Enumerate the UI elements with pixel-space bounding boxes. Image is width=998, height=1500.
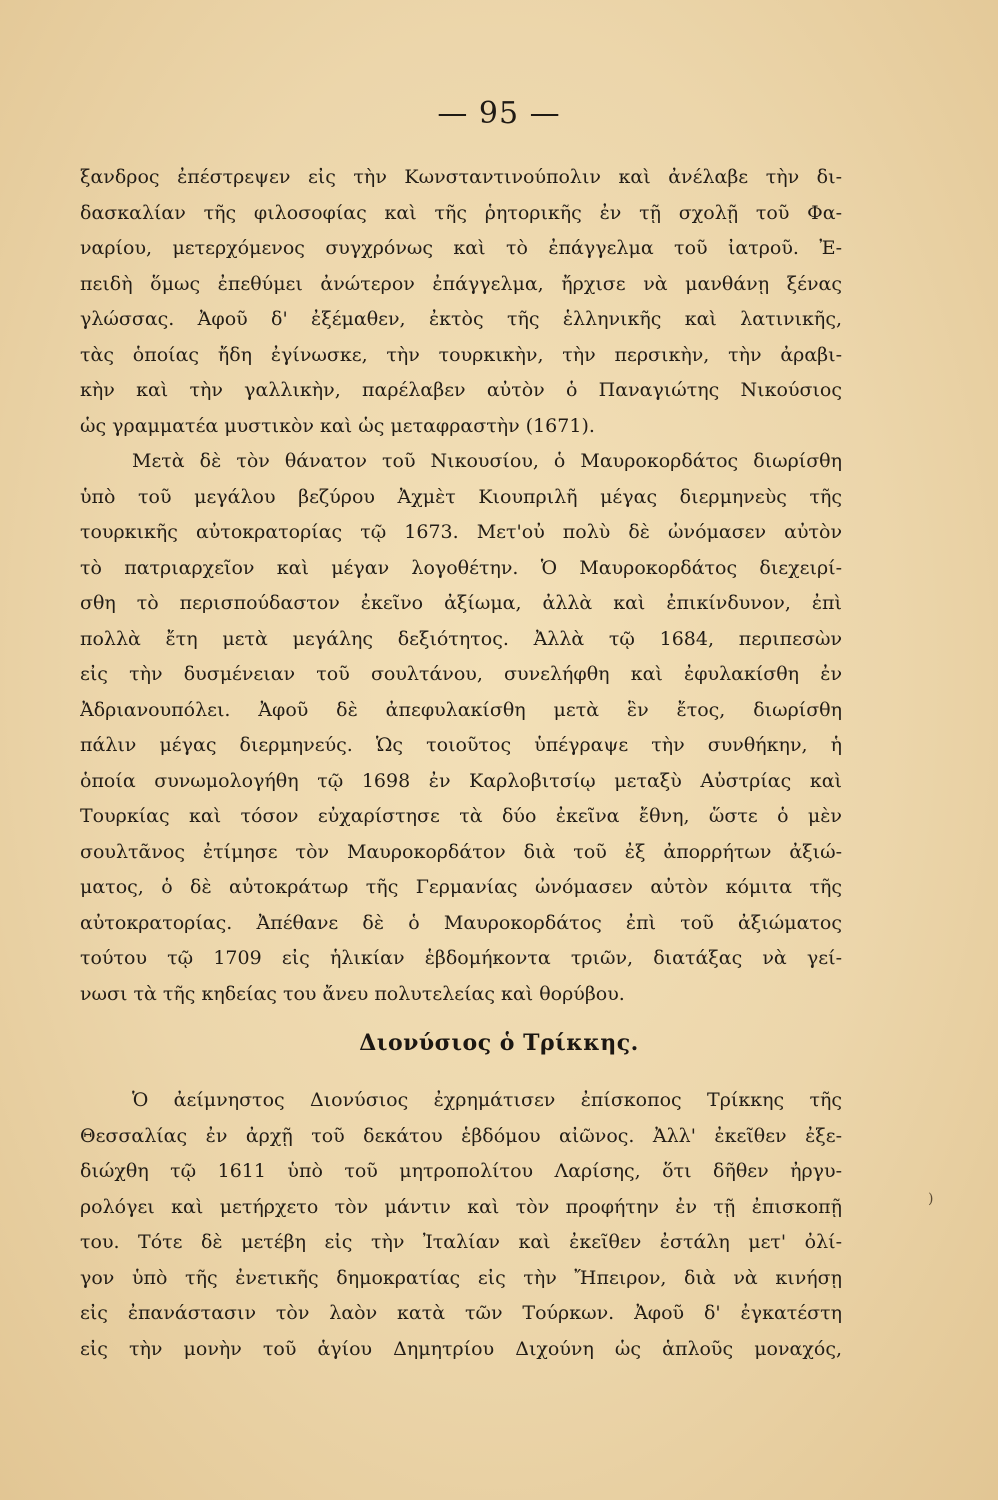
text-line: σουλτᾶνος ἐτίμησε τὸν Μαυροκορδάτον διὰ τοῦ ἐξ ἀπορρήτων ἀξιώ- [80, 840, 842, 863]
text-line: ναρίου, μετερχόμενος συγχρόνως καὶ τὸ ἐπάγγελμα τοῦ ἰατροῦ. Ἐ- [80, 237, 842, 259]
text-line: Θεσσαλίας ἐν ἀρχῇ τοῦ δεκάτου ἑβδόμου αἰῶνος. Ἀλλ' ἐκεῖθεν ἐξε- [80, 1124, 842, 1147]
text-line: πειδὴ ὅμως ἐπεθύμει ἀνώτερον ἐπάγγελμα, ἤρχισε νὰ μανθάνῃ ξένας [80, 272, 842, 295]
text-line: τὰς ὁποίας ἤδη ἐγίνωσκε, τὴν τουρκικὴν, τὴν περσικὴν, τὴν ἀραβι- [80, 343, 842, 366]
page-number: — 95 — [437, 96, 561, 131]
text-line: Μετὰ δὲ τὸν θάνατον τοῦ Νικουσίου, ὁ Μαυροκορδάτος διωρίσθη [132, 450, 842, 472]
text-line: πάλιν μέγας διερμηνεύς. Ὡς τοιοῦτος ὑπέγραψε τὴν συνθήκην, ἡ [80, 734, 842, 756]
text-line: τὸ πατριαρχεῖον καὶ μέγαν λογοθέτην. Ὁ Μαυροκορδάτος διεχειρί- [80, 556, 842, 579]
text-line: Ὁ ἀείμνηστος Διονύσιος ἐχρημάτισεν ἐπίσκοπος Τρίκκης τῆς [132, 1089, 842, 1111]
paragraph-3 [80, 1083, 842, 1367]
text-line: εἰς τὴν δυσμένειαν τοῦ σουλτάνου, συνελήφθη καὶ ἐφυλακίσθη ἐν [80, 663, 842, 685]
paragraph-1 [80, 160, 842, 444]
text-line: ματος, ὁ δὲ αὐτοκράτωρ τῆς Γερμανίας ὠνόμασεν αὐτὸν κόμιτα τῆς [80, 876, 842, 898]
text-line: Ἀδριανουπόλει. Ἀφοῦ δὲ ἀπεφυλακίσθη μετὰ ἓν ἔτος, διωρίσθη [80, 698, 842, 721]
text-line: τούτου τῷ 1709 εἰς ἡλικίαν ἑβδομήκοντα τριῶν, διατάξας νὰ γεί- [80, 947, 842, 969]
text-line: τουρκικῆς αὐτοκρατορίας τῷ 1673. Μετ'οὐ πολὺ δὲ ὠνόμασεν αὐτὸν [80, 521, 842, 543]
text-line: πολλὰ ἔτη μετὰ μεγάλης δεξιότητος. Ἀλλὰ τῷ 1684, περιπεσὼν [80, 627, 842, 650]
text-line: Τουρκίας καὶ τόσον εὐχαρίστησε τὰ δύο ἐκεῖνα ἔθνη, ὥστε ὁ μὲν [80, 805, 842, 827]
text-line: ὁποία συνωμολογήθη τῷ 1698 ἐν Καρλοβιτσίῳ μεταξὺ Αὐστρίας καὶ [80, 769, 842, 792]
text-line: γλώσσας. Ἀφοῦ δ' ἐξέμαθεν, ἐκτὸς τῆς ἑλληνικῆς καὶ λατινικῆς, [80, 308, 842, 330]
section-heading: Διονύσιος ὁ Τρίκκης. [359, 1030, 639, 1056]
text-line: ξανδρος ἐπέστρεψεν εἰς τὴν Κωνσταντινούπολιν καὶ ἀνέλαβε τὴν δι- [80, 166, 842, 188]
text-line: αὐτοκρατορίας. Ἀπέθανε δὲ ὁ Μαυροκορδάτος ἐπὶ τοῦ ἀξιώματος [80, 911, 842, 934]
text-block-lower [80, 1083, 842, 1367]
text-line: εἰς τὴν μονὴν τοῦ ἁγίου Δημητρίου Διχούνη ὡς ἁπλοῦς μοναχός, [80, 1337, 842, 1360]
text-block-upper [80, 160, 842, 1012]
text-line: σθη τὸ περισπούδαστον ἐκεῖνο ἀξίωμα, ἀλλὰ καὶ ἐπικίνδυνον, ἐπὶ [80, 592, 842, 614]
margin-mark: ) [928, 1191, 934, 1207]
text-line: δασκαλίαν τῆς φιλοσοφίας καὶ τῆς ῥητορικῆς ἐν τῇ σχολῇ τοῦ Φα- [80, 201, 842, 224]
text-line: του. Τότε δὲ μετέβη εἰς τὴν Ἰταλίαν καὶ ἐκεῖθεν ἐστάλη μετ' ὀλί- [80, 1231, 842, 1253]
text-line: κὴν καὶ τὴν γαλλικὴν, παρέλαβεν αὐτὸν ὁ Παναγιώτης Νικούσιος [80, 379, 842, 401]
text-line: διώχθη τῷ 1611 ὑπὸ τοῦ μητροπολίτου Λαρίσης, ὅτι δῆθεν ἠργυ- [80, 1160, 842, 1182]
text-line: ρολόγει καὶ μετήρχετο τὸν μάντιν καὶ τὸν προφήτην ἐν τῇ ἐπισκοπῇ [80, 1195, 842, 1218]
text-line: ὡς γραμματέα μυστικὸν καὶ ὡς μεταφραστὴν (1671). [80, 414, 595, 437]
text-line: ὑπὸ τοῦ μεγάλου βεζύρου Ἀχμὲτ Κιουπριλῆ μέγας διερμηνεὺς τῆς [80, 485, 842, 508]
paragraph-2 [80, 444, 842, 1012]
text-line: γον ὑπὸ τῆς ἐνετικῆς δημοκρατίας εἰς τὴν Ἤπειρον, διὰ νὰ κινήσῃ [80, 1266, 842, 1289]
text-line: νωσι τὰ τῆς κηδείας του ἄνευ πολυτελείας καὶ θορύβου. [80, 982, 625, 1005]
text-line: εἰς ἐπανάστασιν τὸν λαὸν κατὰ τῶν Τούρκων. Ἀφοῦ δ' ἐγκατέστη [80, 1302, 842, 1324]
